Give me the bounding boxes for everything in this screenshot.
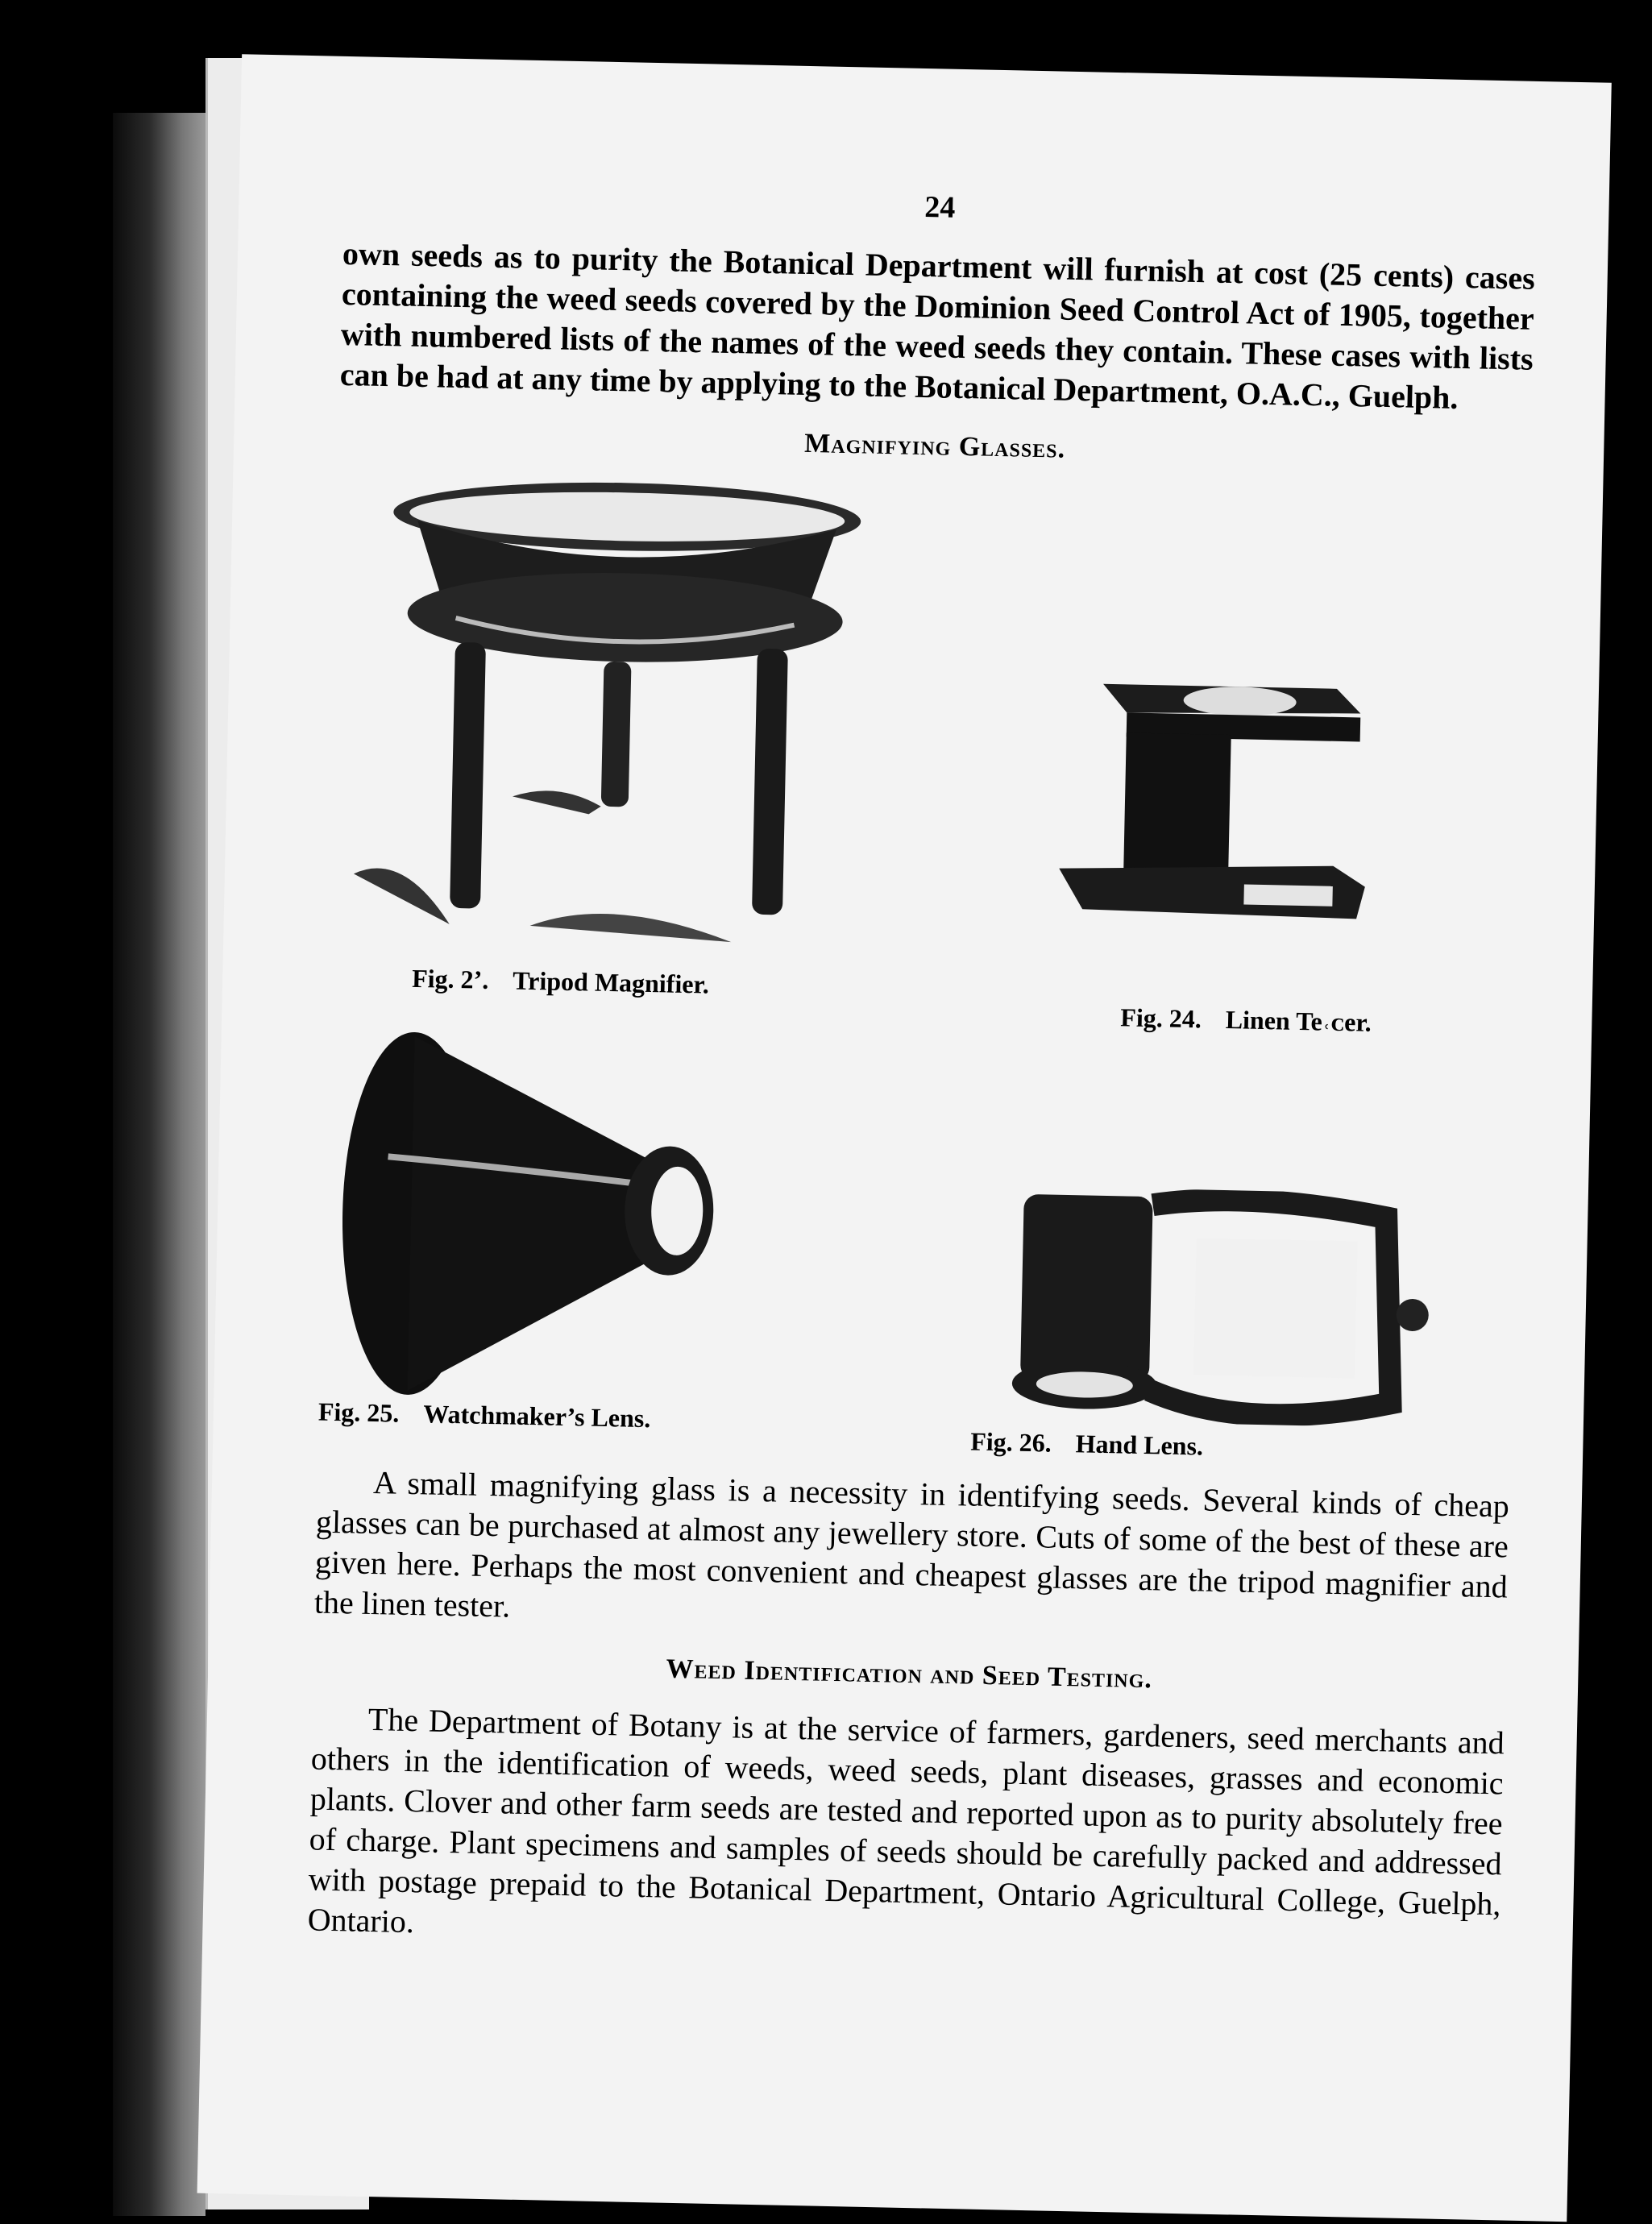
watchmakers-lens-illustration (334, 1027, 721, 1405)
weed-paragraph-lead: The Department of Botany is at the service of farmers, gardeners, (367, 1700, 1238, 1756)
tripod-magnifier-illustration (352, 471, 878, 956)
figure-26-title: Hand Lens. (1075, 1429, 1204, 1461)
intro-paragraph: own seeds as to purity the Botanical Department will furnish at cost (25 cents) cases containing the weed seeds covered by the Dominion Seed Control Act of 1905, together with numbered lists of the names of the weed seeds they contain. These cases with lists can be had at any time by applying to the Botanical Department, O.A.C., Guelph. (339, 234, 1536, 416)
page-number: 24 (924, 189, 956, 225)
figure-23-title: Tripod Magnifier. (512, 965, 710, 999)
heading-magnifying-glasses: Magnifying Glasses. (803, 428, 1066, 464)
heading-weed-identification: Weed Identification and Seed Testing. (666, 1653, 1153, 1695)
hand-lens-illustration (1003, 1185, 1435, 1428)
figure-26-number: Fig. 26. (969, 1426, 1052, 1458)
page-content (307, 177, 1536, 1965)
figure-23-number: Fig. 2’. (411, 963, 489, 994)
magnifying-paragraph-rest: Several kinds of cheap glasses can be purchased at almost any jewellery store. Cuts of some of the best of these are given here. Perhaps the most convenient and cheapest glasses are the tripod magnifier and the linen tester. (313, 1481, 1510, 1624)
figure-25-caption (318, 1397, 651, 1434)
figure-24-caption (1120, 1002, 1372, 1038)
weed-paragraph-rest: seed merchants and others in the identification of weeds, weed seeds, plant diseases, grasses and economic plants. Clover and other farm seeds are tested and reported upon as to purity absolutely free of charge. Plant specimens and samples of seeds should be carefully packed and addressed with postage prepaid to the Botanical Department, Ontario Agricultural College, Guelph, Ontario. (307, 1719, 1505, 1940)
figures-area (318, 471, 1530, 1487)
book-page (197, 54, 1612, 2222)
linen-tester-illustration (1058, 667, 1378, 932)
figure-23-caption (412, 964, 709, 1000)
figure-25-number: Fig. 25. (318, 1396, 400, 1428)
figure-24-number: Fig. 24. (1120, 1002, 1202, 1034)
magnifying-paragraph-lead: A small magnifying glass is a necessity in identifying seeds. (372, 1464, 1191, 1518)
weed-paragraph (307, 1698, 1505, 1965)
magnifying-paragraph (313, 1462, 1509, 1648)
book-spine-shadow (113, 113, 205, 2216)
figure-24-title: Linen Te˓ᴄer. (1225, 1005, 1372, 1037)
figure-26-caption (970, 1427, 1203, 1462)
figure-25-title: Watchmaker’s Lens. (422, 1399, 651, 1434)
